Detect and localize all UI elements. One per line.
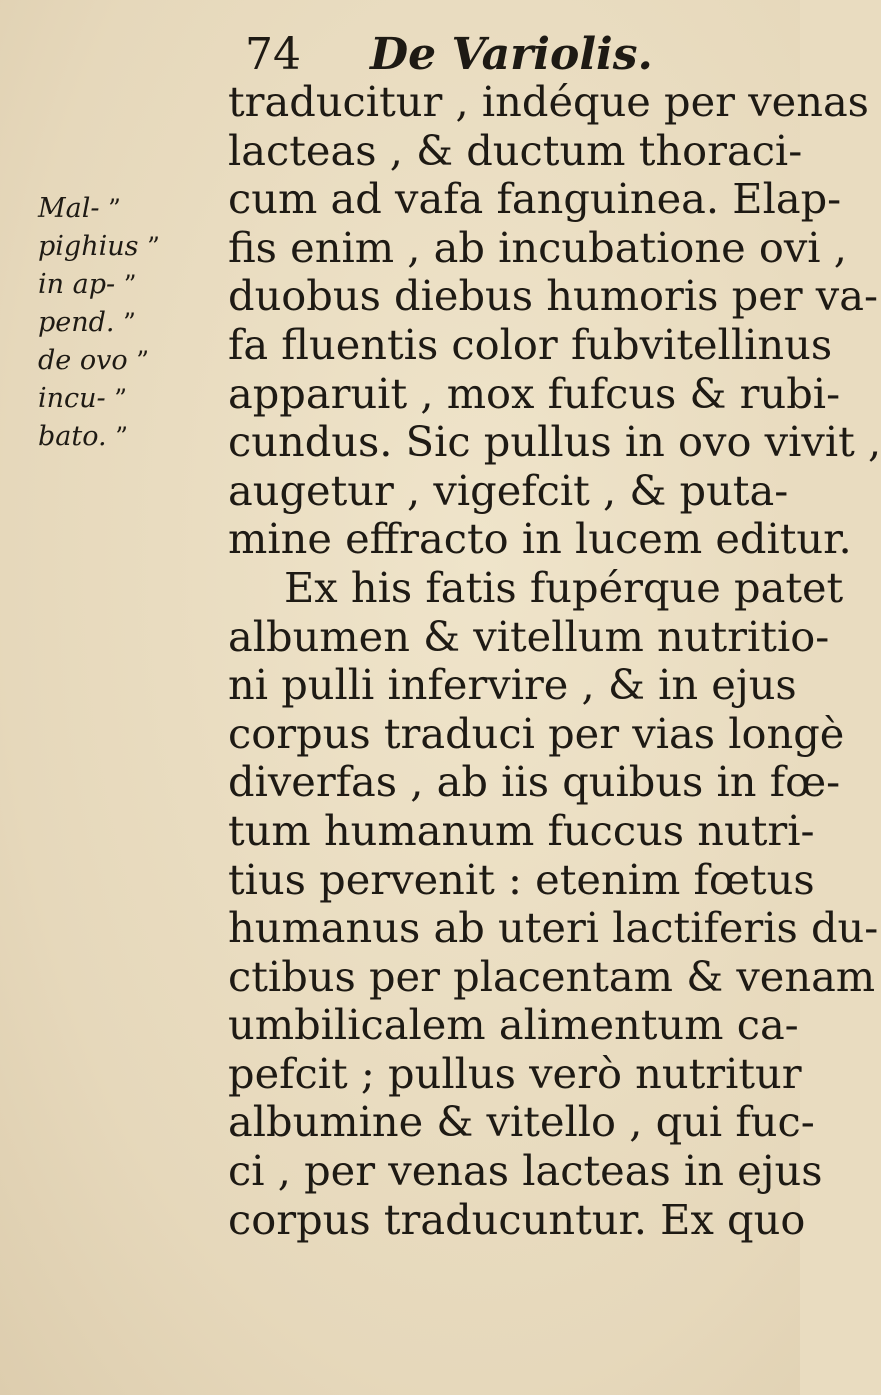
text-line: tius pervenit : etenim fœtus bbox=[228, 854, 815, 904]
text-line: Ex his fatis fupérque patet bbox=[284, 562, 844, 612]
text-line: traducitur , indéque per venas bbox=[228, 77, 869, 126]
text-line: fa fluentis color fubvitellinus bbox=[228, 319, 833, 369]
text-line: augetur , vigefcit , & puta- bbox=[228, 465, 789, 515]
margin-note bbox=[38, 190, 228, 456]
margin-note-line: incu- ” bbox=[38, 383, 128, 414]
text-line: lacteas , & ductum thoraci- bbox=[228, 125, 803, 175]
margin-note-line: pighius ” bbox=[38, 231, 160, 262]
margin-note-line: Mal- ” bbox=[38, 193, 121, 224]
text-line: apparuit , mox fufcus & rubi- bbox=[228, 368, 841, 418]
text-line: cundus. Sic pullus in ovo vivit , bbox=[228, 417, 881, 467]
body-text bbox=[228, 77, 881, 1244]
text-line: ctibus per placentam & venam bbox=[228, 951, 876, 1001]
text-line: pefcit ; pullus verò nutritur bbox=[228, 1048, 802, 1098]
text-line: cum ad vafa fanguinea. Elap- bbox=[228, 174, 842, 224]
text-line: diverfas , ab iis quibus in fœ- bbox=[228, 757, 841, 807]
text-line: albumine & vitello , qui fuc- bbox=[228, 1097, 815, 1147]
page-number: 74 bbox=[245, 29, 301, 80]
margin-note-line: bato. ” bbox=[38, 421, 128, 452]
margin-note-line: in ap- ” bbox=[38, 269, 137, 300]
text-line: corpus traduci per vias longè bbox=[228, 708, 845, 758]
text-line: umbilicalem alimentum ca- bbox=[228, 1000, 799, 1050]
text-line: mine effracto in lucem editur. bbox=[228, 514, 852, 564]
margin-note-line: de ovo ” bbox=[38, 345, 149, 376]
margin-note-line: pend. ” bbox=[38, 307, 136, 338]
text-line: ci , per venas lacteas in ejus bbox=[228, 1146, 823, 1196]
text-line: albumen & vitellum nutritio- bbox=[228, 611, 830, 661]
text-line: duobus diebus humoris per va- bbox=[228, 271, 878, 321]
page-header bbox=[245, 30, 665, 80]
text-line: corpus traducuntur. Ex quo bbox=[228, 1194, 806, 1244]
running-title: De Variolis. bbox=[370, 29, 653, 80]
text-line: fis enim , ab incubatione ovi , bbox=[228, 222, 847, 272]
text-line: humanus ab uteri lactiferis du- bbox=[228, 903, 879, 953]
text-line: tum humanum fuccus nutri- bbox=[228, 805, 815, 855]
text-line: ni pulli infervire , & in ejus bbox=[228, 660, 797, 710]
